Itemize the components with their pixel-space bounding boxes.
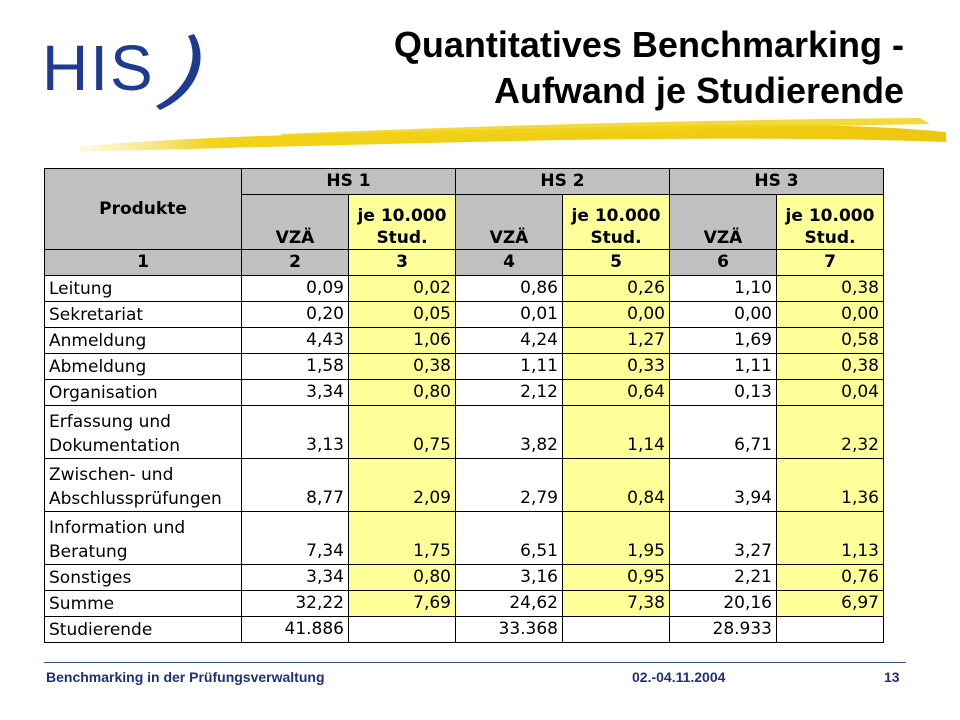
footer-presentation-title: Benchmarking in der Prüfungsverwaltung <box>46 669 325 685</box>
cell-value: 0,01 <box>456 302 563 328</box>
cell-value: 6,97 <box>777 591 884 617</box>
table-row <box>45 406 884 459</box>
header-vza-hs3: VZÄ <box>670 195 777 250</box>
header-hs2: HS 2 <box>456 169 670 195</box>
header-vza-hs1: VZÄ <box>242 195 349 250</box>
footer-page-number: 13 <box>884 669 900 685</box>
footer-date: 02.-04.11.2004 <box>632 669 726 685</box>
cell-value: 6,71 <box>670 406 777 459</box>
cell-value: 3,34 <box>242 380 349 406</box>
colnum-7: 7 <box>777 250 884 276</box>
cell-value: 0,76 <box>777 565 884 591</box>
cell-value: 0,20 <box>242 302 349 328</box>
cell-value <box>563 617 670 643</box>
cell-value: 0,86 <box>456 276 563 302</box>
header-je-stud-hs2: je 10.000 Stud. <box>563 195 670 250</box>
cell-value: 0,80 <box>349 380 456 406</box>
title-line-2: Aufwand je Studierende <box>493 70 904 111</box>
cell-value: 3,82 <box>456 406 563 459</box>
cell-value: 1,10 <box>670 276 777 302</box>
row-label: Sekretariat <box>45 302 242 328</box>
row-label: Information und Beratung <box>45 512 242 565</box>
header-je-stud-hs1: je 10.000 Stud. <box>349 195 456 250</box>
cell-value: 1,14 <box>563 406 670 459</box>
cell-value <box>349 617 456 643</box>
table-row <box>45 591 884 617</box>
cell-value: 1,95 <box>563 512 670 565</box>
his-logo <box>38 28 208 113</box>
cell-value: 0,05 <box>349 302 456 328</box>
row-label: Organisation <box>45 380 242 406</box>
table-row <box>45 565 884 591</box>
cell-value: 2,09 <box>349 459 456 512</box>
cell-value: 28.933 <box>670 617 777 643</box>
table-row <box>45 617 884 643</box>
colnum-5: 5 <box>563 250 670 276</box>
colnum-3: 3 <box>349 250 456 276</box>
row-label: Sonstiges <box>45 565 242 591</box>
cell-value: 0,75 <box>349 406 456 459</box>
slide-title <box>240 22 904 114</box>
cell-value: 20,16 <box>670 591 777 617</box>
cell-value: 0,58 <box>777 328 884 354</box>
cell-value: 2,12 <box>456 380 563 406</box>
cell-value: 0,26 <box>563 276 670 302</box>
cell-value: 7,69 <box>349 591 456 617</box>
table-row <box>45 459 884 512</box>
cell-value: 0,84 <box>563 459 670 512</box>
cell-value: 1,11 <box>456 354 563 380</box>
header-je-stud-hs3: je 10.000 Stud. <box>777 195 884 250</box>
cell-value: 2,32 <box>777 406 884 459</box>
cell-value: 0,95 <box>563 565 670 591</box>
cell-value: 3,27 <box>670 512 777 565</box>
cell-value: 0,38 <box>777 276 884 302</box>
cell-value: 1,58 <box>242 354 349 380</box>
cell-value: 4,43 <box>242 328 349 354</box>
cell-value: 0,33 <box>563 354 670 380</box>
cell-value: 0,00 <box>670 302 777 328</box>
cell-value: 1,36 <box>777 459 884 512</box>
footer-divider <box>44 662 906 663</box>
table-row <box>45 276 884 302</box>
cell-value: 32,22 <box>242 591 349 617</box>
row-label: Summe <box>45 591 242 617</box>
cell-value: 1,69 <box>670 328 777 354</box>
cell-value: 3,34 <box>242 565 349 591</box>
table-row <box>45 354 884 380</box>
row-label: Erfassung und Dokumentation <box>45 406 242 459</box>
cell-value: 1,11 <box>670 354 777 380</box>
colnum-2: 2 <box>242 250 349 276</box>
cell-value: 3,13 <box>242 406 349 459</box>
brush-stroke-decoration <box>80 112 946 154</box>
benchmark-table <box>44 168 884 643</box>
colnum-6: 6 <box>670 250 777 276</box>
cell-value: 8,77 <box>242 459 349 512</box>
header-hs1: HS 1 <box>242 169 456 195</box>
table-row <box>45 380 884 406</box>
cell-value: 7,34 <box>242 512 349 565</box>
cell-value: 24,62 <box>456 591 563 617</box>
colnum-1: 1 <box>45 250 242 276</box>
logo-text: HIS <box>42 32 155 104</box>
cell-value: 0,09 <box>242 276 349 302</box>
table-row <box>45 302 884 328</box>
logo-swoosh-icon <box>156 34 201 110</box>
cell-value: 4,24 <box>456 328 563 354</box>
cell-value: 7,38 <box>563 591 670 617</box>
row-label: Anmeldung <box>45 328 242 354</box>
cell-value <box>777 617 884 643</box>
table-row <box>45 328 884 354</box>
title-line-1: Quantitatives Benchmarking - <box>393 24 904 65</box>
row-label: Leitung <box>45 276 242 302</box>
cell-value: 41.886 <box>242 617 349 643</box>
cell-value: 0,04 <box>777 380 884 406</box>
row-label: Abmeldung <box>45 354 242 380</box>
cell-value: 3,16 <box>456 565 563 591</box>
cell-value: 0,00 <box>777 302 884 328</box>
cell-value: 0,13 <box>670 380 777 406</box>
header-vza-hs2: VZÄ <box>456 195 563 250</box>
cell-value: 0,02 <box>349 276 456 302</box>
row-label: Studierende <box>45 617 242 643</box>
colnum-4: 4 <box>456 250 563 276</box>
cell-value: 0,64 <box>563 380 670 406</box>
cell-value: 2,21 <box>670 565 777 591</box>
table-row <box>45 512 884 565</box>
header-produkte: Produkte <box>45 169 242 250</box>
cell-value: 1,06 <box>349 328 456 354</box>
cell-value: 1,13 <box>777 512 884 565</box>
row-label: Zwischen- und Abschlussprüfungen <box>45 459 242 512</box>
cell-value: 0,38 <box>777 354 884 380</box>
cell-value: 1,75 <box>349 512 456 565</box>
cell-value: 1,27 <box>563 328 670 354</box>
cell-value: 0,80 <box>349 565 456 591</box>
cell-value: 3,94 <box>670 459 777 512</box>
cell-value: 33.368 <box>456 617 563 643</box>
header-hs3: HS 3 <box>670 169 884 195</box>
cell-value: 6,51 <box>456 512 563 565</box>
cell-value: 0,38 <box>349 354 456 380</box>
cell-value: 2,79 <box>456 459 563 512</box>
cell-value: 0,00 <box>563 302 670 328</box>
